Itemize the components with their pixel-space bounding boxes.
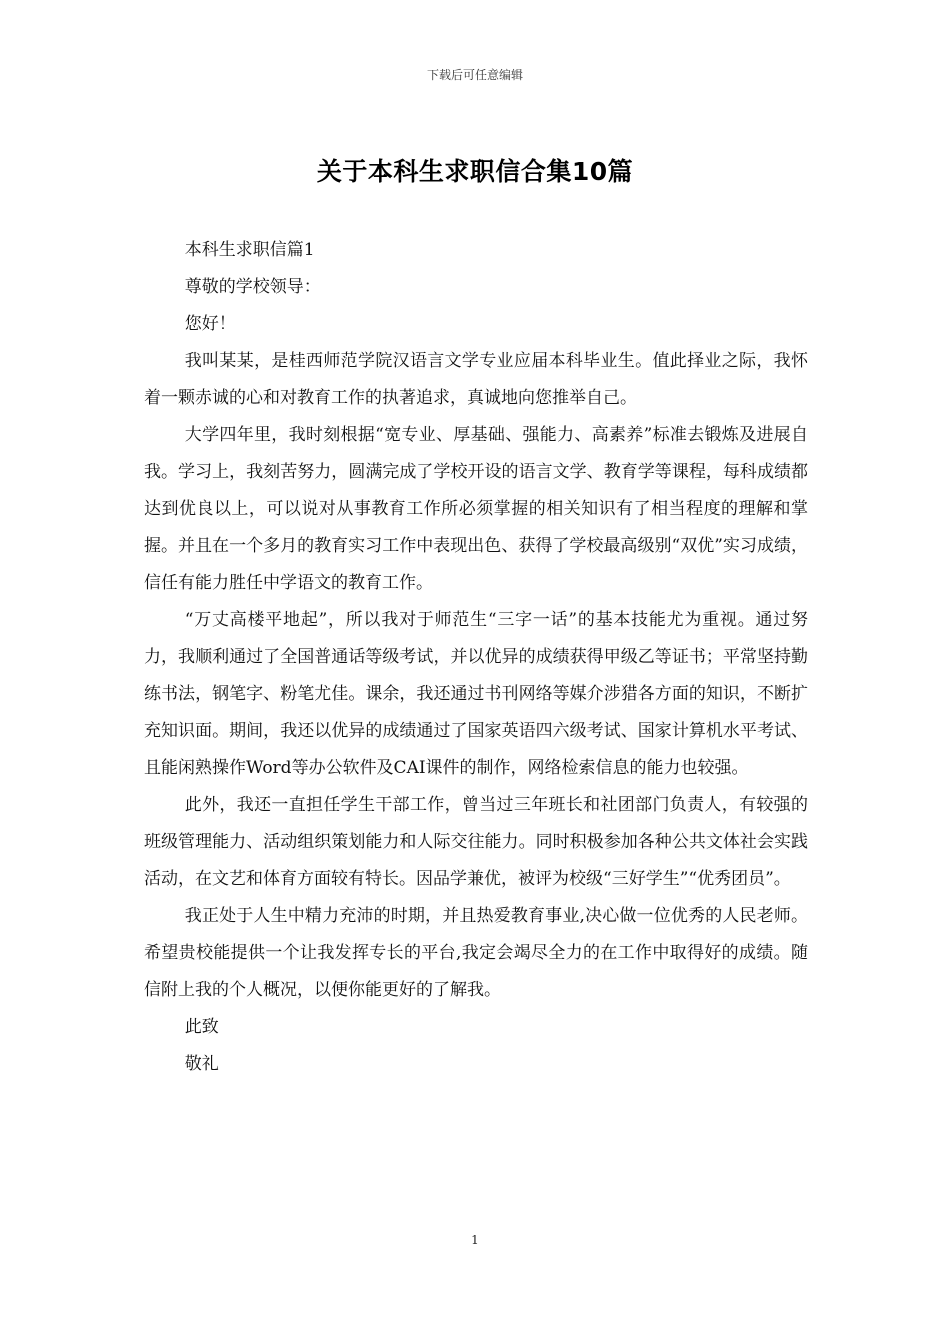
closing-line: 敬礼 — [184, 1054, 219, 1074]
document-title: 关于本科生求职信合集10篇 — [316, 157, 634, 186]
header-note: 下载后可任意编辑 — [426, 68, 523, 82]
body-paragraph: “万丈高楼平地起”，所以我对于师范生“三字一话”的基本技能尤为重视。通过努力，我顺利通过了全国普通话等级考试，并以优异的成绩获得甲级乙等证书；平常坚持勤练书法，钢笔字、粉笔尤佳。课余，我还通过书刊网络等媒介涉猎各方面的知识，不断扩充知识面。期间，我还以优异的成绩通过了国家英语四六级考试、国家计算机水平考试、且能闲熟操作Word等办公软件及CAI课件的制作，网络检索信息的能力也较强。 — [144, 610, 808, 778]
page-number: 1 — [471, 1233, 479, 1247]
body-paragraph: 大学四年里，我时刻根据“宽专业、厚基础、强能力、高素养”标准去锻炼及进展自我。学习上，我刻苦努力，圆满完成了学校开设的语言文学、教育学等课程，每科成绩都达到优良以上，可以说对从事教育工作所必须掌握的相关知识有了相当程度的理解和掌握。并且在一个多月的教育实习工作中表现出色、获得了学校最高级别“双优”实习成绩，信任有能力胜任中学语文的教育工作。 — [144, 425, 808, 593]
document-body — [144, 232, 808, 1083]
body-paragraph: 我叫某某，是桂西师范学院汉语言文学专业应届本科毕业生。值此择业之际，我怀着一颗赤诚的心和对教育工作的执著追求，真诚地向您推举自己。 — [144, 351, 808, 408]
body-paragraph: 此外，我还一直担任学生干部工作，曾当过三年班长和社团部门负责人，有较强的班级管理能力、活动组织策划能力和人际交往能力。同时积极参加各种公共文体社会实践活动，在文艺和体育方面较有特长。因品学兼优，被评为校级“三好学生”“优秀团员”。 — [144, 795, 808, 889]
body-paragraph: 我正处于人生中精力充沛的时期，并且热爱教育事业,决心做一位优秀的人民老师。希望贵校能提供一个让我发挥专长的平台,我定会竭尽全力的在工作中取得好的成绩。随信附上我的个人概况，以便你能更好的了解我。 — [144, 906, 808, 1000]
closing-line: 此致 — [184, 1017, 219, 1037]
greeting: 您好！ — [184, 314, 236, 334]
salutation: 尊敬的学校领导： — [184, 277, 321, 297]
section-heading: 本科生求职信篇1 — [184, 240, 315, 260]
